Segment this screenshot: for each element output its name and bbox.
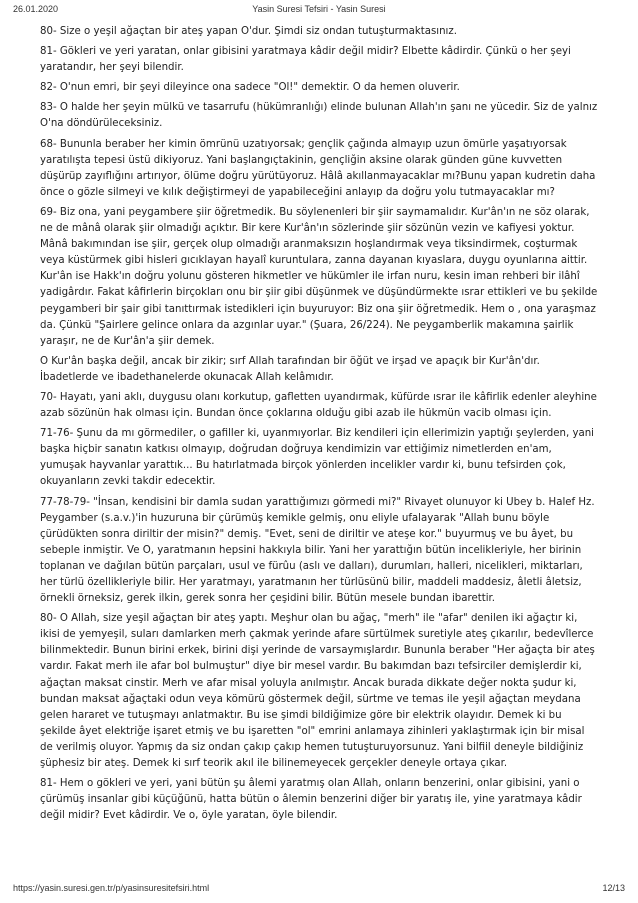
verse-paragraph: 80- Size o yeşil ağaçtan bir ateş yapan O'dur. Şimdi siz ondan tutuşturmaktasınız. [40,26,457,37]
verse-paragraph: 83- O halde her şeyin mülkü ve tasarrufu (hükümranlığı) elinde bulunan Allah'ın şanı ne yücedir. Siz de yalnız O'na döndürüleceksiniz. [40,102,598,130]
print-footer [13,883,625,897]
page-title: Yasin Suresi Tefsiri - Yasin Suresi [252,4,386,14]
commentary-paragraph: O Kur'ân başka değil, ancak bir zikir; sırf Allah tarafından bir öğüt ve irşad ve apaçık bir Kur'ân'dır. İbadetlerde ve ibadethanelerde okunacak Allah kelâmıdır. [40,355,540,383]
print-header [13,4,625,18]
commentary-paragraph: 68- Bununla beraber her kimin ömrünü uzatıyorsak; gençlik çağında almayıp uzun ömürle yaşatıyorsak yaratılışta tepesi üstü dikiyoruz. Yani başlangıçtakinin, gençliğin aksine olarak günden güne kuvvetten düşürüp zayıflığını artırıyor, ölüme doğru yürütüyoruz. Hâlâ akıllanmayacaklar mı?Bunu yapan kudretin daha önce o gözle silmeyi ve kılık değiştirmeyi de yapabileceğini anlayıp da doğru yolu tutmayacaklar mı? [40,138,596,198]
commentary-paragraph: 80- O Allah, size yeşil ağaçtan bir ateş yaptı. Meşhur olan bu ağaç, "merh" ile "afar" denilen iki ağaçtır ki, ikisi de yemyeşil, suları damlarken merh çakmak yerinde afare sürtülmek suretiyle ateş çıkarılır, bedevîlerce bilinmektedir. Bunun birini erkek, birini dişi yerinde de varsaymışlardır. Bununla beraber "Her ağaçta bir ateş vardır. Fakat merh ile afar bol bulmuştur" diye bir mesel vardır. Bu bakımdan bazı tefsirciler demişlerdir ki, ağaçtan maksat cinstir. Merh ve afar misal yoluyla anılmıştır. Ancak burada dikkate değer nokta şudur ki, bundan maksat ağaçtaki odun veya kömürü göstermek değil, sürtme ve temas ile yeşil ağaçtan meydana gelen hararet ve tutuşmayı anlatmaktır. Bu ise şimdi bildiğimize göre bir elektrik olayıdır. Demek ki bu şekilde âyet elektriğe işaret etmiş ve bu işaretten "ol" emrini anlamaya zihinleri yaklaştırmak için bir misal de verilmiş oluyor. Yapmış da siz ondan çakıp çakıp hemen tutuşturuyorsunuz. Yani bilfiil deneyle bildiğiniz şüphesiz bir ateş. Demek ki sırf teorik akıl ile bilinemeyecek gerçekler deneyle ortaya çıkar. [40,613,595,770]
tafsir-content [40,24,598,828]
print-date: 26.01.2020 [13,4,59,14]
verse-paragraph: 81- Gökleri ve yeri yaratan, onlar gibisini yaratmaya kâdir değil midir? Elbette kâdirdir. Çünkü o her şeyi yaratandır, her şeyi bilendir. [40,46,571,74]
commentary-paragraph: 69- Biz ona, yani peygambere şiir öğretmedik. Bu söylenenleri bir şiir saymamalıdır. Kur'ân'ın ne söz olarak, ne de mânâ olarak şiir olmadığı açıktır. Bir kere Kur'ân'ın sözlerinde şiir sözünün vezin ve kafiyesi yoktur. Mânâ bakımından ise şiir, gerçek olup olmadığı aranmaksızın hoşlandırmak veya tiksindirmek, coşturmak veya küstürmek gibi hisleri gıcıklayan hayalî kuruntulara, zanna dayanan kıyaslara, duygu oyunlarına aittir. Kur'ân ise Hakk'ın doğru yolunu gösteren hikmetler ve hükümler ile irfan nuru, kesin iman rehberi bir ilâhî yadigârdır. Fakat kâfirlerin birçokları onu bir şiir gibi düşünmek ve düşündürmekte ısrar ettikleri ve bu şekilde peygamberi bir şair gibi tanıttırmak istedikleri için buyuruyor: Biz ona şiir öğretmedik. Hem o , ona yaraşmaz da. Çünkü "Şairlere gelince onlara da azgınlar uyar." (Şuara, 26/224). Ne peygamberlik makamına şairlik yaraşır, ne de Kur'ân'a şiir demek. [40,206,598,347]
page-url: https://yasin.suresi.gen.tr/p/yasinsuresitefsiri.html [13,883,210,893]
verse-paragraph: 82- O'nun emri, bir şeyi dileyince ona sadece "Ol!" demektir. O da hemen oluverir. [40,82,460,94]
commentary-paragraph: 77-78-79- "İnsan, kendisini bir damla sudan yarattığımızı görmedi mi?" Rivayet olunuyor ki Ubey b. Halef Hz. Peygamber (s.a.v.)'in huzuruna bir çürümüş kemikle gelmiş, onu eliyle ufalayarak "Allah bunu böyle çürüdükten sonra diriltir der misin?" demiş. "Evet, seni de diriltir ve ateşe kor." buyurmuş ve bu âyet, bu sebeple inmiştir. Ve O, yaratmanın hepsini hakkıyla bilir. Yani her yarattığın bütün incelikleriyle, her birinin toplanan ve dağılan bütün parçaları, usul ve fürûu (aslı ve dalları), durumları, halleri, nicelikleri, miktarları, her türlü özellikleriyle bilir. Her yaratmayı, yaratmanın her türlüsünü bilir, maddeli maddesiz, âletli âletsiz, örnekli örneksiz, gerek ilkin, gerek sonra her çeşidini bilir. Bütün mesele bundan ibarettir. [40,496,595,605]
commentary-paragraph: 70- Hayatı, yani aklı, duygusu olanı korkutup, gafletten uyandırmak, küfürde ısrar ile kâfirlik edenler aleyhine azab sözünün hak olması için. Bundan önce çoklarına olduğu gibi azab ile hükmün vacib olması için. [40,391,597,420]
commentary-paragraph: 81- Hem o gökleri ve yeri, yani bütün şu âlemi yaratmış olan Allah, onların benzerini, onlar gibisini, yani o çürümüş insanlar gibi küçüğünü, hatta bütün o âlemin benzerini diğer bir yaratış ile, yine yaratmaya kâdir değil midir? Evet kâdirdir. Ve o, öyle yaratan, öyle bilendir. [40,778,582,822]
commentary-paragraph: 71-76- Şunu da mı görmediler, o gafiller ki, uyanmıyorlar. Biz kendileri için ellerimizin yaptığı şeylerden, yani başka hiçbir sanatın katkısı olmayıp, doğrudan doğruya kendimizin var ettiğimiz nimetlerden en'am, yumuşak hayvanlar yarattık... Bu hatırlatmada birçok yönlerden incelikler vardır ki, bunu tefsirden çok, okuyanların zevki takdir edecektir. [40,428,594,488]
page-number: 12/13 [602,883,625,893]
